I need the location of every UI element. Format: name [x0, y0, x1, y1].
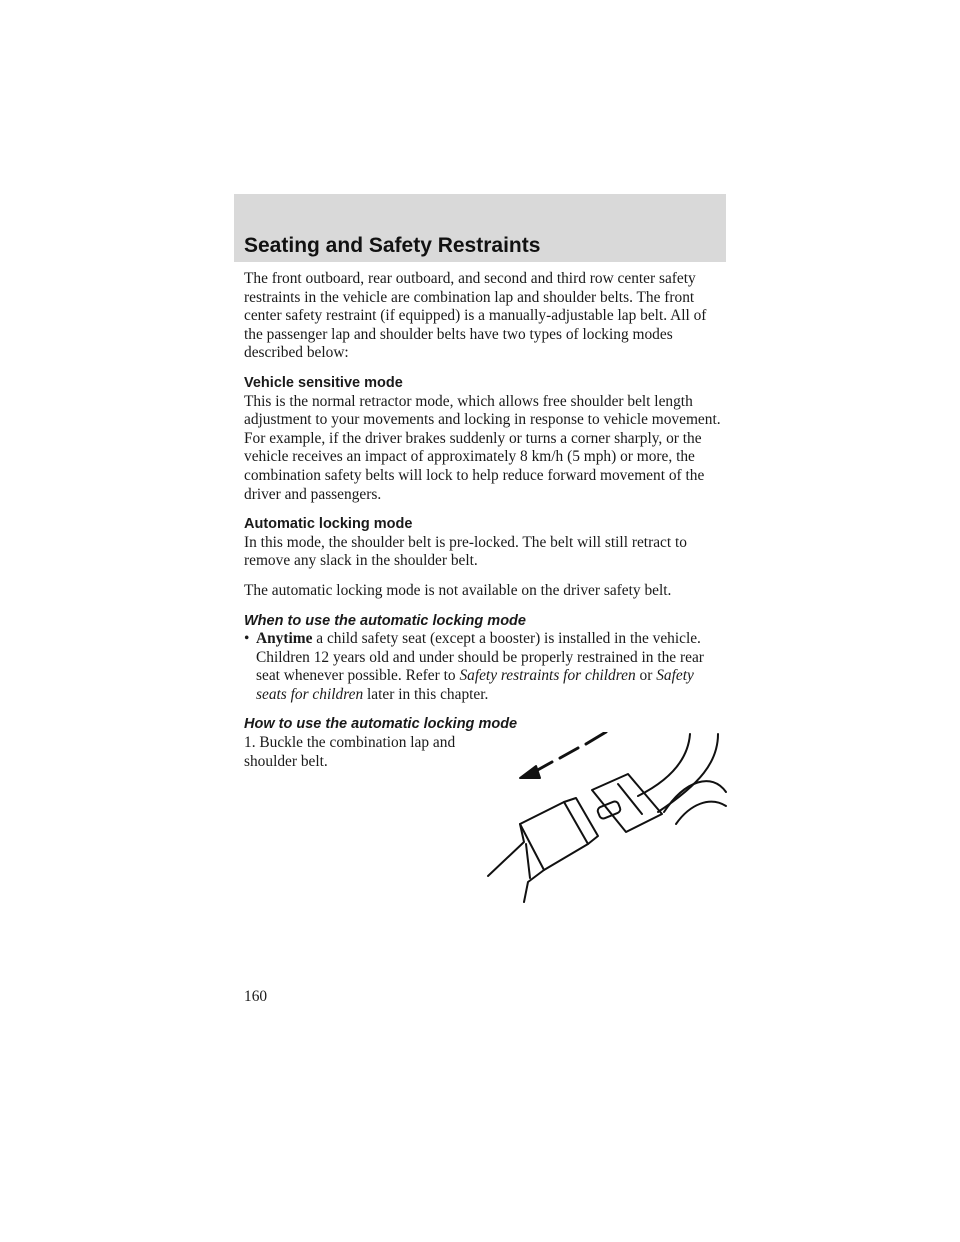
page-content	[244, 270, 724, 771]
page-number: 160	[244, 988, 268, 1005]
automatic-locking-paragraph-2: The automatic locking mode is not available on the driver safety belt.	[244, 581, 672, 599]
reference-safety-restraints-for-children: Safety restraints for children	[459, 667, 636, 685]
heading-how-to-use: How to use the automatic locking mode	[244, 716, 518, 733]
list-item	[244, 630, 724, 704]
page-section-title: Seating and Safety Restraints	[244, 234, 541, 257]
bullet-keyword: Anytime	[256, 630, 313, 648]
step-1-text: 1. Buckle the combination lap and shoulder belt.	[244, 734, 456, 770]
heading-when-to-use: When to use the automatic locking mode	[244, 612, 526, 629]
heading-vehicle-sensitive-mode: Vehicle sensitive mode	[244, 374, 403, 391]
bullet-text-part-1: a child safety seat (except a booster) is installed in the vehicle. Children 12 years old and under should be properly restrained in the rear seat whenever possible. Refer to	[256, 630, 704, 685]
seatbelt-buckle-illustration	[480, 732, 730, 904]
bullet-text-part-2: later in this chapter.	[363, 685, 489, 703]
seatbelt-buckle-icon	[480, 732, 730, 904]
bullet-symbol: •	[244, 630, 250, 648]
bullet-text-or: or	[635, 667, 657, 685]
intro-paragraph: The front outboard, rear outboard, and second and third row center safety restraints in the vehicle are combination lap and shoulder belts. The front center safety restraint (if equipped) is a manually-adjustable lap belt. All of the passenger lap and shoulder belts have two types of locking modes described below:	[244, 270, 707, 362]
automatic-locking-paragraph-1: In this mode, the shoulder belt is pre-locked. The belt will still retract to remove any slack in the shoulder belt.	[244, 533, 687, 570]
vehicle-sensitive-paragraph: This is the normal retractor mode, which allows free shoulder belt length adjustment to your movements and locking in response to vehicle movement. For example, if the driver brakes suddenly or turns a corner sharply, or the vehicle receives an impact of approximately 8 km/h (5 mph) or more, the combination safety belts will lock to help reduce forward movement of the driver and passengers.	[244, 392, 721, 503]
bullet-text	[256, 630, 724, 704]
heading-automatic-locking-mode: Automatic locking mode	[244, 516, 413, 533]
reference-safety-seats-for-children: Safety seats for children	[256, 667, 694, 703]
